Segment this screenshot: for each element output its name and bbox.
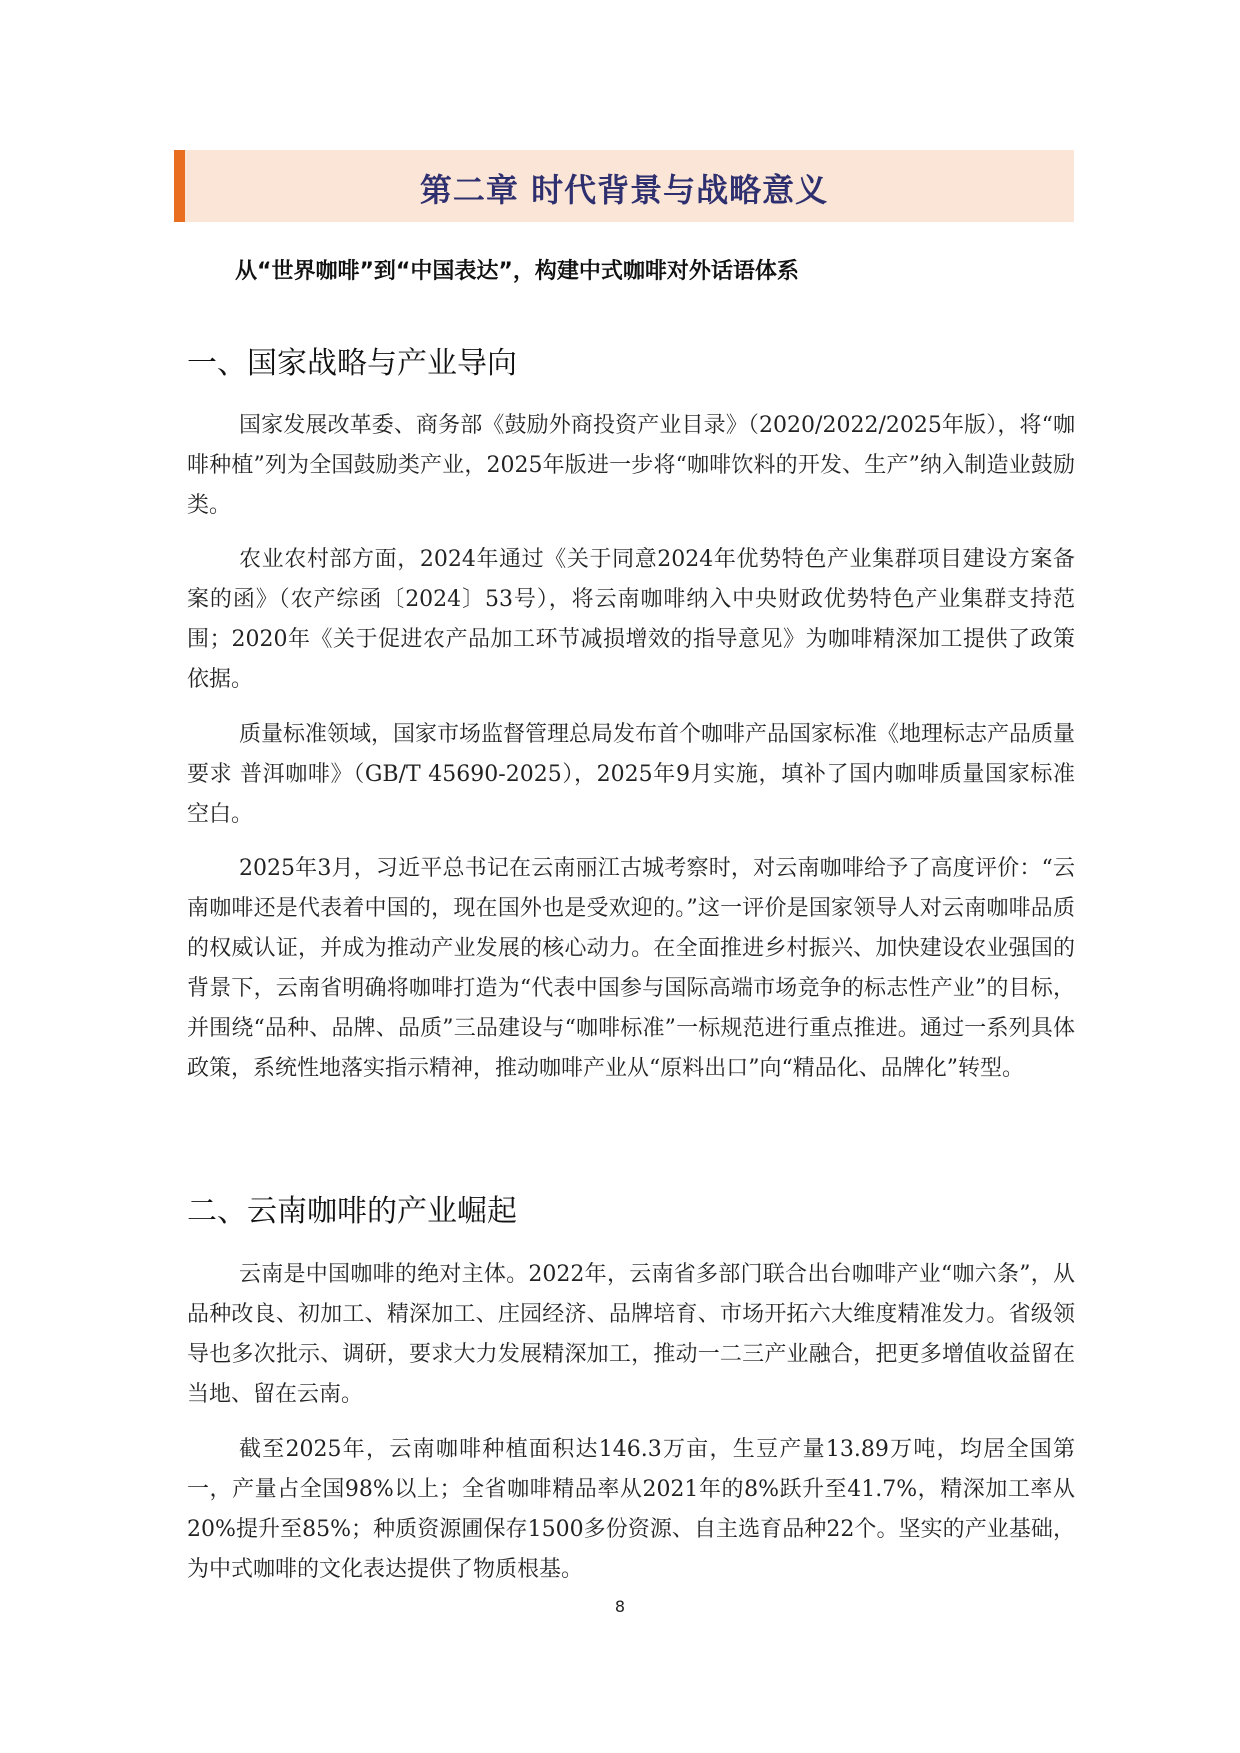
chapter-banner	[174, 150, 1074, 222]
body-paragraph: 国家发展改革委、商务部《鼓励外商投资产业目录》（2020/2022/2025年版），将“咖啡种植”列为全国鼓励类产业，2025年版进一步将“咖啡饮料的开发、生产”纳入制造业鼓励类。	[187, 413, 1075, 518]
chapter-subtitle: 从“世界咖啡”到“中国表达”，构建中式咖啡对外话语体系	[235, 259, 799, 284]
chapter-title: 第二章 时代背景与战略意义	[419, 171, 829, 209]
body-paragraph: 云南是中国咖啡的绝对主体。2022年，云南省多部门联合出台咖啡产业“咖六条”，从品种改良、初加工、精深加工、庄园经济、品牌培育、市场开拓六大维度精准发力。省级领导也多次批示、调研，要求大力发展精深加工，推动一二三产业融合，把更多增值收益留在当地、留在云南。	[187, 1262, 1075, 1407]
body-paragraph: 2025年3月，习近平总书记在云南丽江古城考察时，对云南咖啡给予了高度评价：“云南咖啡还是代表着中国的，现在国外也是受欢迎的。”这一评价是国家领导人对云南咖啡品质的权威认证，并成为推动产业发展的核心动力。在全面推进乡村振兴、加快建设农业强国的背景下，云南省明确将咖啡打造为“代表中国参与国际高端市场竞争的标志性产业”的目标，并围绕“品种、品牌、品质”三品建设与“咖啡标准”一标规范进行重点推进。通过一系列具体政策，系统性地落实指示精神，推动咖啡产业从“原料出口”向“精品化、品牌化”转型。	[187, 856, 1075, 1081]
section-heading: 二、云南咖啡的产业崛起	[187, 1194, 517, 1229]
body-paragraph: 质量标准领域，国家市场监督管理总局发布首个咖啡产品国家标准《地理标志产品质量要求 普洱咖啡》（GB/T 45690-2025），2025年9月实施，填补了国内咖啡质量国家标准空白。	[187, 722, 1076, 827]
section-heading: 一、国家战略与产业导向	[187, 346, 517, 381]
body-paragraph: 农业农村部方面，2024年通过《关于同意2024年优势特色产业集群项目建设方案备案的函》（农产综函〔2024〕53号），将云南咖啡纳入中央财政优势特色产业集群支持范围；2020年《关于促进农产品加工环节减损增效的指导意见》为咖啡精深加工提供了政策依据。	[187, 547, 1075, 692]
body-paragraph: 截至2025年，云南咖啡种植面积达146.3万亩，生豆产量13.89万吨，均居全国第一，产量占全国98%以上；全省咖啡精品率从2021年的8%跃升至41.7%，精深加工率从20%提升至85%；种质资源圃保存1500多份资源、自主选育品种22个。坚实的产业基础，为中式咖啡的文化表达提供了物质根基。	[187, 1437, 1075, 1582]
page-number: 8	[614, 1597, 626, 1616]
